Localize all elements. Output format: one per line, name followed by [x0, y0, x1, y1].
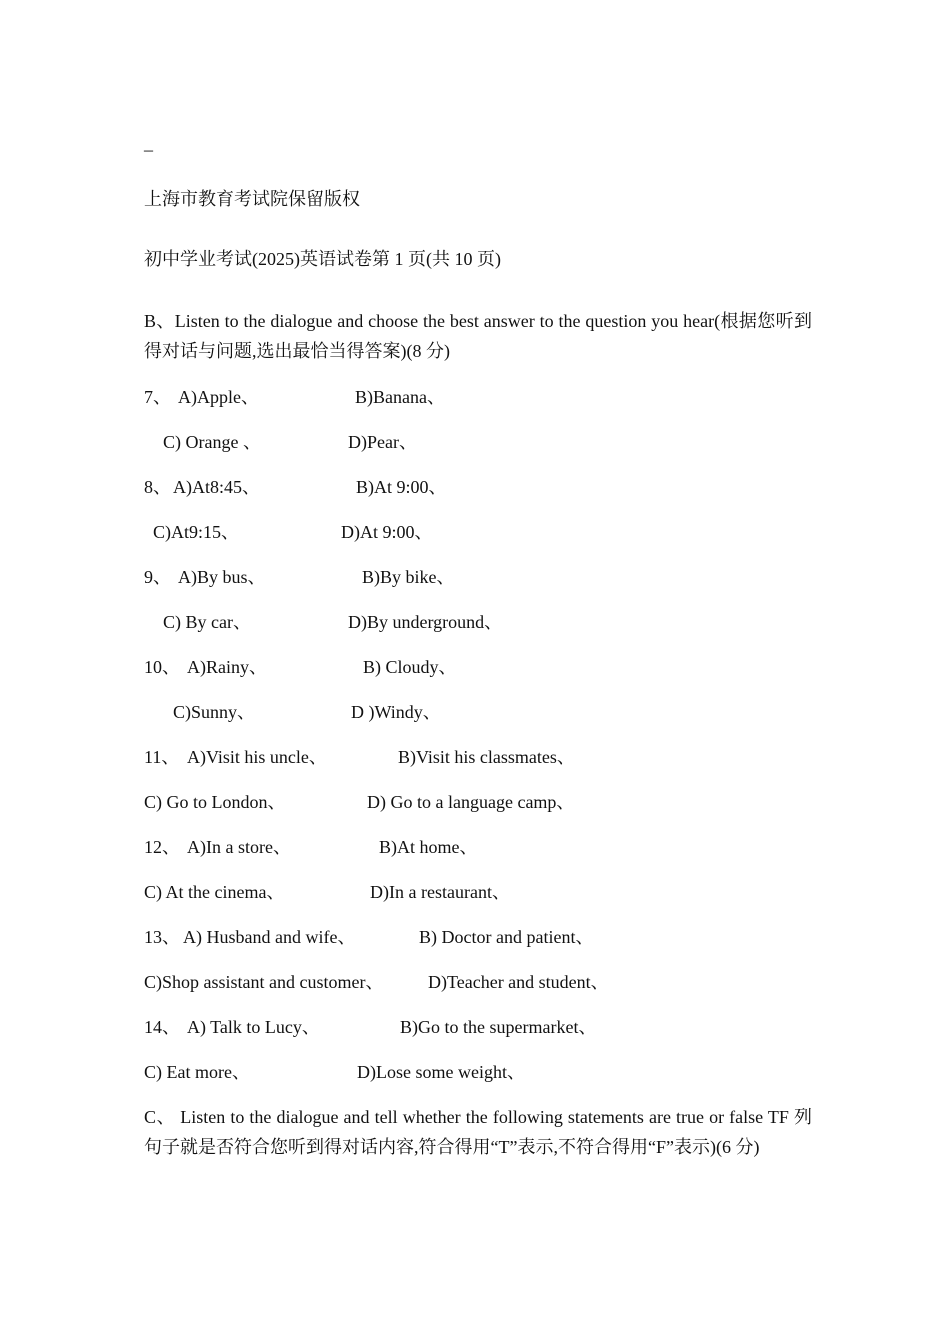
question-10-option-a: A)Rainy、: [187, 657, 267, 677]
section-b-instructions: B、Listen to the dialogue and choose the best answer to the question you hear(根据您听到得对话与问题,选出最恰当得答案)(8 分): [144, 311, 812, 361]
exam-title: 初中学业考试(2025)英语试卷第 1 页(共 10 页): [144, 249, 501, 269]
question-8-option-d: D)At 9:00、: [341, 522, 433, 542]
question-13-number: 13、: [144, 927, 180, 947]
question-11-option-d: D) Go to a language camp、: [367, 792, 575, 812]
question-8-number: 8、: [144, 477, 171, 497]
question-12-option-c: C) At the cinema、: [144, 882, 285, 902]
question-10-option-b: B) Cloudy、: [363, 657, 457, 677]
question-9-option-c: C) By car、: [163, 612, 251, 632]
question-9-option-a: A)By bus、: [178, 567, 266, 587]
question-8-option-a: A)At8:45、: [173, 477, 260, 497]
question-11-option-b: B)Visit his classmates、: [398, 747, 575, 767]
question-8-option-b: B)At 9:00、: [356, 477, 447, 497]
question-10-number: 10、: [144, 657, 180, 677]
copyright-notice: 上海市教育考试院保留版权: [144, 189, 360, 209]
question-10-option-c: C)Sunny、: [173, 702, 256, 722]
question-14-number: 14、: [144, 1017, 180, 1037]
question-14-option-a: A) Talk to Lucy、: [187, 1017, 320, 1037]
question-14-option-b: B)Go to the supermarket、: [400, 1017, 597, 1037]
question-7-option-d: D)Pear、: [348, 432, 417, 452]
question-9-number: 9、: [144, 567, 171, 587]
question-13-option-c: C)Shop assistant and customer、: [144, 972, 384, 992]
question-11-option-a: A)Visit his uncle、: [187, 747, 327, 767]
header-mark: _: [144, 133, 153, 153]
question-11-option-c: C) Go to London、: [144, 792, 286, 812]
question-7-option-c: C) Orange 、: [163, 432, 261, 452]
question-9-option-b: B)By bike、: [362, 567, 455, 587]
question-12-option-a: A)In a store、: [187, 837, 291, 857]
question-10-option-d: D )Windy、: [351, 702, 441, 722]
question-9-option-d: D)By underground、: [348, 612, 503, 632]
question-7-option-b: B)Banana、: [355, 387, 445, 407]
question-12-option-d: D)In a restaurant、: [370, 882, 510, 902]
question-13-option-d: D)Teacher and student、: [428, 972, 609, 992]
question-12-number: 12、: [144, 837, 180, 857]
question-7-option-a: A)Apple、: [178, 387, 259, 407]
section-c-instructions: C、 Listen to the dialogue and tell whether the following statements are true or false TF 列句子就是否符合您听到得对话内容,符合得用“T”表示,不符合得用“F”表示)(6 分): [144, 1107, 812, 1157]
question-13-option-b: B) Doctor and patient、: [419, 927, 594, 947]
question-14-option-c: C) Eat more、: [144, 1062, 250, 1082]
question-11-number: 11、: [144, 747, 180, 767]
question-7-number: 7、: [144, 387, 171, 407]
question-12-option-b: B)At home、: [379, 837, 478, 857]
question-8-option-c: C)At9:15、: [153, 522, 240, 542]
question-14-option-d: D)Lose some weight、: [357, 1062, 525, 1082]
question-13-option-a: A) Husband and wife、: [183, 927, 356, 947]
